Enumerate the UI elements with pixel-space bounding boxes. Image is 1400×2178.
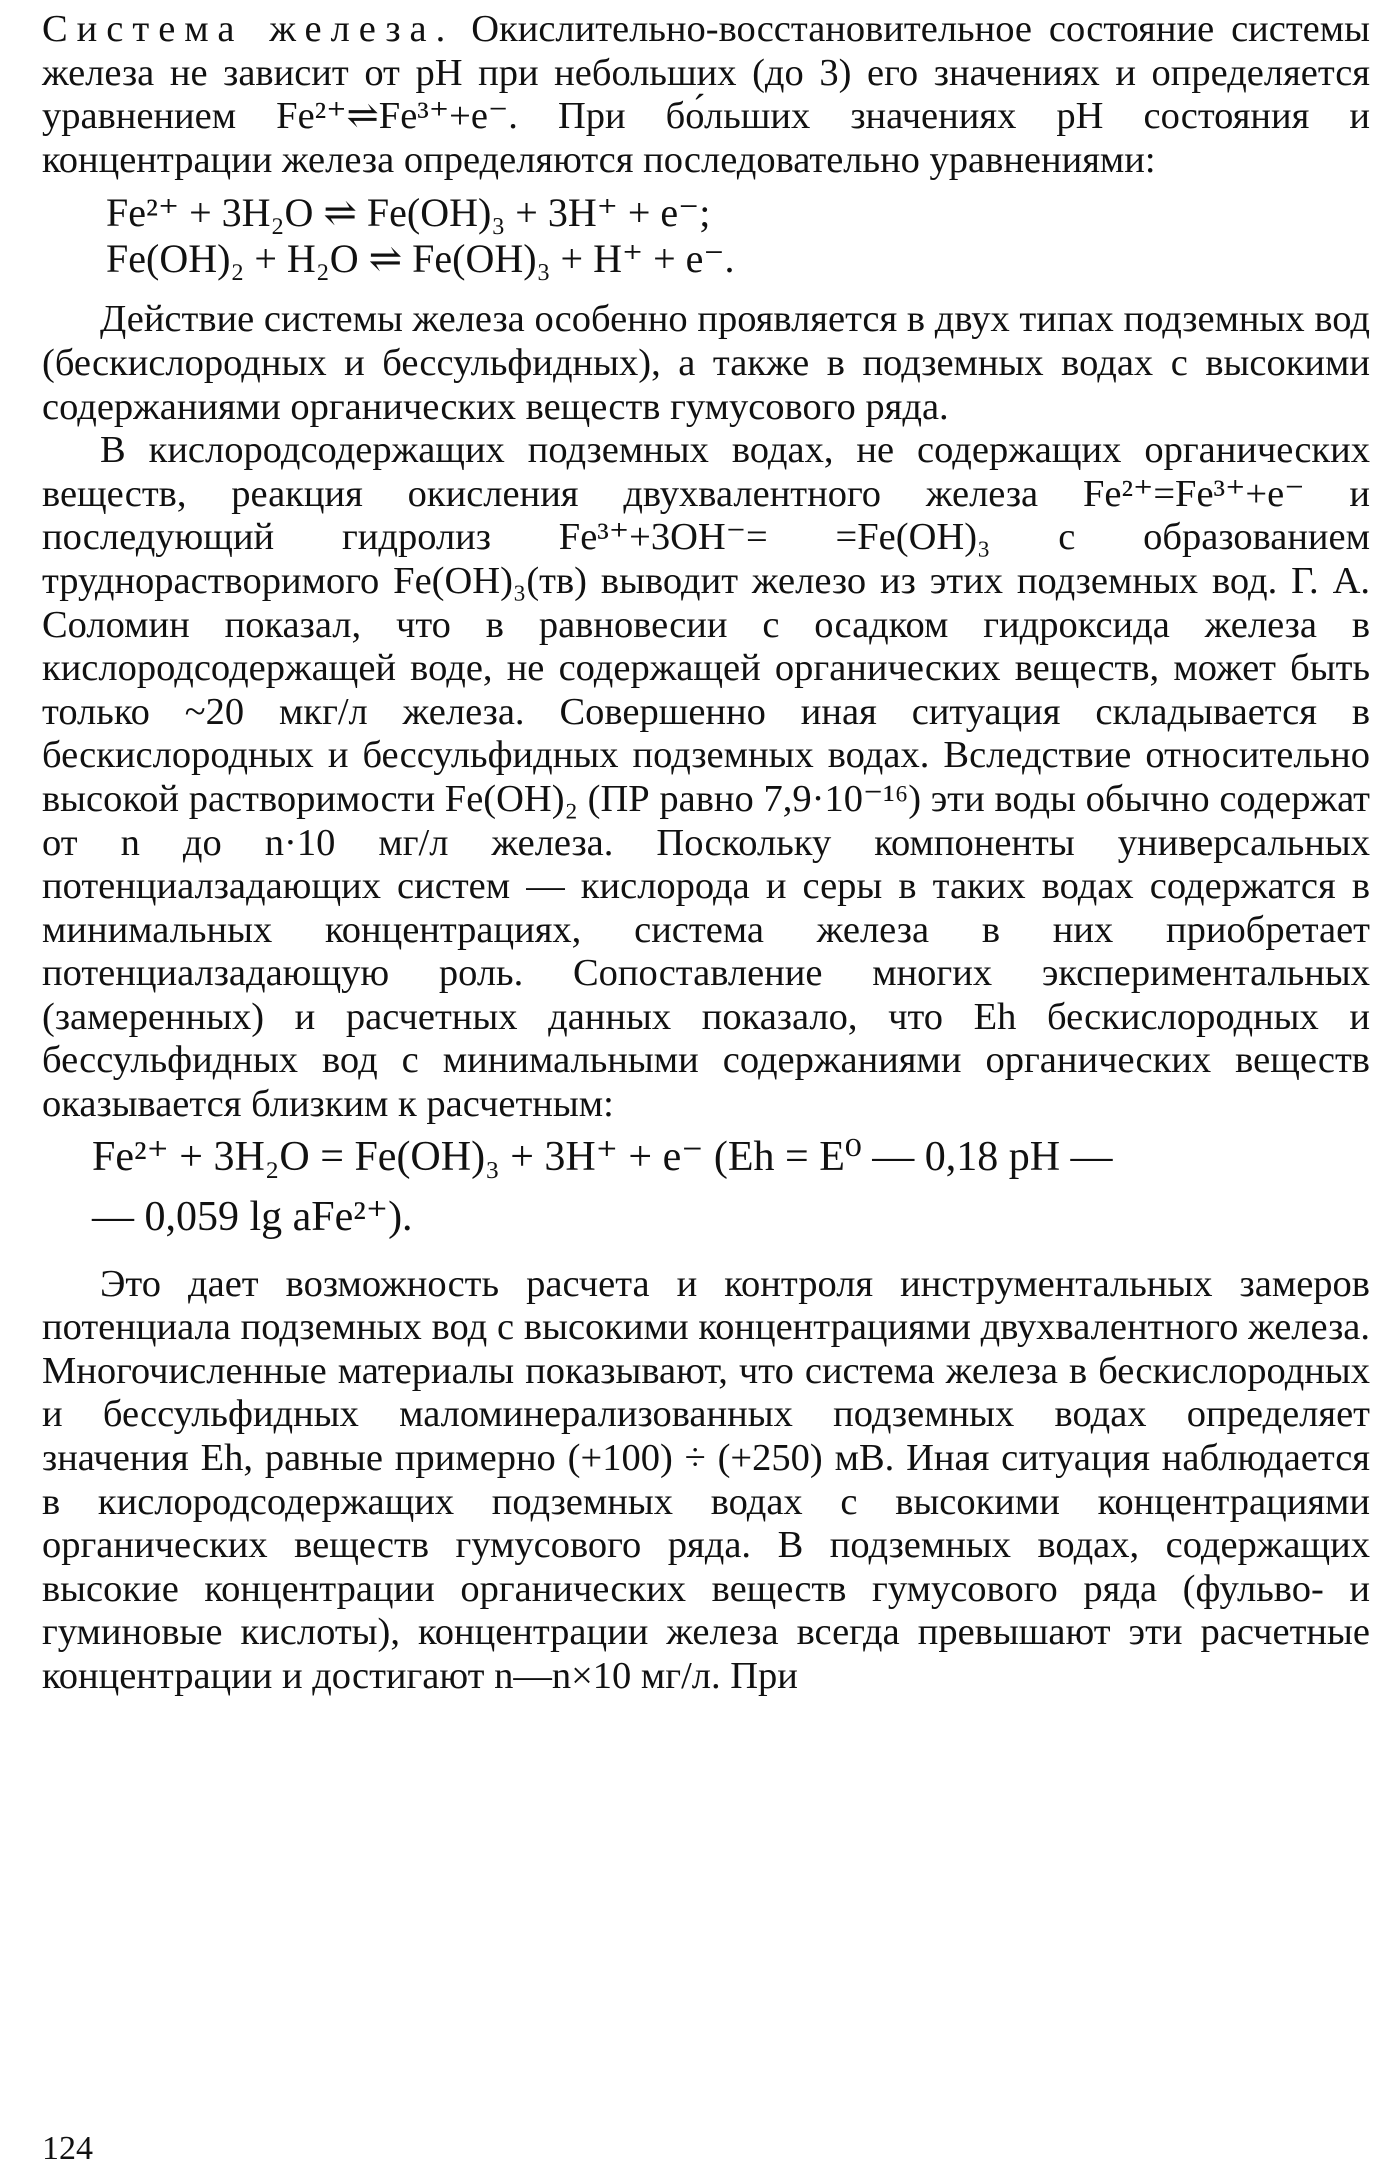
- paragraph-calculation: Это дает возможность расчета и контроля инструментальных замеров потенциала подземных вод с высокими концентрациями двухвалентного железа. Многочисленные материалы показывают, что система железа в бескислородных и бессульфидных маломинерализованных подземных водах определяет значения Eh, равные примерно (+100) ÷ (+250) мВ. Иная ситуация наблюдается в кислородсодержащих подземных водах с высокими концентрациями органических веществ гумусового ряда. В подземных водах, содержащих высокие концентрации органических веществ гумусового ряда (фульво- и гуминовые кислоты), концентрации железа всегда превышают эти расчетные концентрации и достигают n—n×10 мг/л. При: [42, 1262, 1370, 1697]
- paragraph-iron-system: [42, 8, 1370, 182]
- page-body: [42, 8, 1370, 1699]
- equation-1: Fe²⁺ + 3H₂O ⇌ Fe(OH)₃ + 3H⁺ + e⁻;: [106, 190, 711, 236]
- equation-3-line-2: — 0,059 lg aFe²⁺).: [92, 1193, 413, 1240]
- paragraph-oxygen-waters: В кислородсодержащих подземных водах, не содержащих органических веществ, реакция окисления двухвалентного железа Fe²⁺=Fe³⁺+e⁻ и последующий гидролиз Fe³⁺+3OH⁻= =Fe(OH)₃ с образованием труднорастворимого Fe(OH)₃(тв) выводит железо из этих подземных вод. Г. А. Соломин показал, что в равновесии с осадком гидроксида железа в кислородсодержащей воде, не содержащей органических веществ, может быть только ~20 мкг/л железа. Совершенно иная ситуация складывается в бескислородных и бессульфидных подземных водах. Вследствие относительно высокой растворимости Fe(OH)₂ (ПР равно 7,9·10⁻¹⁶) эти воды обычно содержат от n до n·10 мг/л железа. Поскольку компоненты универсальных потенциалзадающих систем — кислорода и серы в таких водах содержатся в минимальных концентрациях, система железа в них приобретает потенциалзадающую роль. Сопоставление многих экспериментальных (замеренных) и расчетных данных показало, что Eh бескислородных и бессульфидных вод с минимальными содержаниями органических веществ оказывается близким к расчетным:: [42, 429, 1370, 1126]
- equation-3-line-1: Fe²⁺ + 3H₂O = Fe(OH)₃ + 3H⁺ + e⁻ (Eh = E⁰ — 0,18 pH —: [92, 1133, 1113, 1180]
- equation-2: Fe(OH)₂ + H₂O ⇌ Fe(OH)₃ + H⁺ + e⁻.: [106, 236, 735, 282]
- section-title: Система железа.: [42, 8, 455, 50]
- paragraph-text: Окислительно-восстановительное состояние системы железа не зависит от pH при небольших (до 3) его значениях и определяется уравнением Fe²⁺⇌Fe³⁺+e⁻. При бо́льших значениях pH состояния и концентрации железа определяются последовательно уравнениями:: [42, 8, 1371, 181]
- paragraph-action: Действие системы железа особенно проявляется в двух типах подземных вод (бескислородных и бессульфидных), а также в подземных водах с высокими содержаниями органических веществ гумусового ряда.: [42, 298, 1370, 428]
- page-number: 124: [42, 2130, 93, 2167]
